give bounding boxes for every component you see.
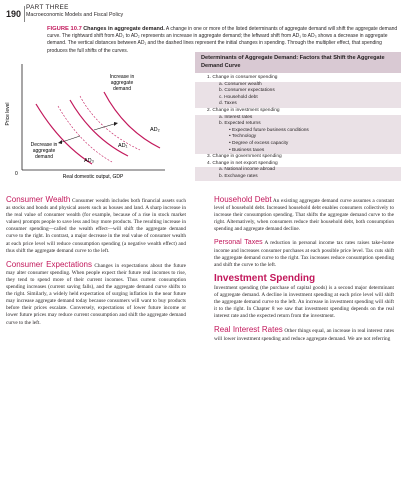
origin-label: 0 bbox=[15, 171, 18, 177]
paragraph-personal-taxes: A reduction in personal income tax rates raises take-home income and increases consumer purchases at each possible price level. Tax cuts shift the aggregate demand curve to the right. Tax increases reduce consumption spending and shift the curve to the left. bbox=[214, 240, 394, 268]
decrease-arrow-head bbox=[58, 140, 62, 144]
book-title: Macroeconomic Models and Fiscal Policy bbox=[26, 12, 124, 18]
paragraph-consumer-wealth: Consumer wealth includes both financial assets such as stocks and bonds and physical assets such as houses and land. A sharp increase in the real value of consumer wealth (for example, because of a rise in stock market values) prompts people to save less and buy more products. The resulting increase in consumer spending—called the wealth effect—will shift the aggregate demand curve to the right. In contrast, a major decrease in the real value of consumer wealth at each price level will reduce consumption spending (a negative wealth effect) and thus shift the aggregate demand curve to the left. bbox=[6, 198, 186, 254]
heading-investment-spending: Investment Spending bbox=[214, 272, 316, 284]
increase-arrow-head bbox=[114, 122, 118, 126]
table-row: • Business taxes bbox=[195, 148, 401, 155]
figure-caption bbox=[47, 26, 399, 55]
increase-arrow bbox=[94, 124, 114, 130]
table-row: b. Exchange rates bbox=[195, 174, 401, 181]
table-row: a. National income abroad bbox=[195, 167, 401, 174]
table-row: b. Consumer expectations bbox=[195, 88, 401, 95]
decrease-label: Decrease in aggregate demand bbox=[30, 142, 58, 160]
table-row: d. Taxes bbox=[195, 101, 401, 108]
figure-label: FIGURE 10.7 bbox=[47, 26, 82, 32]
increase-dashed-line bbox=[80, 96, 140, 150]
header-divider bbox=[24, 6, 25, 22]
table-row: • Expected future business conditions bbox=[195, 128, 401, 135]
left-column bbox=[6, 196, 186, 327]
table-row: • Degree of excess capacity bbox=[195, 141, 401, 148]
decrease-dashed-line bbox=[58, 106, 112, 162]
paragraph-investment-spending: Investment spending (the purchase of capital goods) is a second major determinant of aggregate demand. A decline in investment spending at each price level will shift the aggregate demand curve to the left. An increase in investment spending will shift it to the right. In Chapter 8 we saw that investment spending depends on the real interest rate and the expected return from the investment. bbox=[214, 284, 394, 320]
table-row: 2. Change in investment spending bbox=[207, 107, 280, 113]
table-rows bbox=[195, 75, 401, 181]
table-row: c. Household debt bbox=[195, 95, 401, 102]
paragraph-consumer-expectations: Changes in expectations about the future may alter consumer spending. When people expect their future real incomes to rise, they tend to spend more of their current incomes. Thus current consumption spending increases (current saving falls), and the aggregate demand curve shifts to the right. Similarly, a widely held expectation of surging inflation in the near future may increase aggregate demand today because consumers will want to buy products before their prices escalate. Conversely, expectations of lower future income or lower future prices may reduce current consumption and shift the aggregate demand curve to the left. bbox=[6, 262, 187, 326]
heading-real-interest-rates: Real Interest Rates bbox=[214, 325, 283, 335]
increase-label: Increase in aggregate demand bbox=[109, 74, 135, 92]
determinants-table bbox=[195, 52, 401, 181]
table-row: • Technology bbox=[195, 134, 401, 141]
part-label: PART THREE bbox=[26, 4, 69, 11]
x-axis-label: Real domestic output, GDP bbox=[62, 174, 124, 180]
table-row: 3. Change in government spending bbox=[207, 154, 282, 160]
heading-consumer-wealth: Consumer Wealth bbox=[6, 195, 71, 204]
ad1-label: AD₁ bbox=[118, 143, 128, 149]
table-title: Determinants of Aggregate Demand: Factors that Shift the Aggregate Demand Curve bbox=[195, 52, 401, 73]
paragraph-household-debt: An existing aggregate demand curve assumes a constant level of household debt. Increased household debt enables consumers collectively to increase their consumption spending. That shifts the aggregate demand curve to the right. Alternatively, when consumers reduce their household debt, both consumption spending and aggregate demand decline. bbox=[214, 198, 394, 233]
figure-caption-text: A change in one or more of the listed determinants of aggregate demand will shift the aggregate demand curve. The rightward shift from AD₁ to AD₂ represents an increase in aggregate demand; the leftward shift from AD₁ to AD₃ shows a decrease in aggregate demand. The vertical distances between AD₁ and the dashed lines represent the initial changes in spending. Through the multiplier effect, that spending produces the full shifts of the curves. bbox=[47, 26, 398, 54]
right-column bbox=[214, 196, 394, 343]
table-row: 1. Change in consumer spending bbox=[207, 75, 278, 80]
table-row: 4. Change in net export spending bbox=[207, 160, 278, 166]
paragraph-real-interest-rates: Other things equal, an increase in real interest rates will lower investment spending and reduce aggregate demand. We are not referring bbox=[214, 328, 395, 342]
heading-household-debt: Household Debt bbox=[214, 195, 272, 204]
figure-title: Changes in aggregate demand. bbox=[83, 26, 165, 32]
decrease-arrow bbox=[62, 136, 80, 142]
heading-personal-taxes: Personal Taxes bbox=[214, 239, 263, 247]
ad2-label: AD₂ bbox=[150, 127, 160, 133]
ad3-label: AD₃ bbox=[84, 158, 94, 164]
aggregate-demand-figure bbox=[0, 52, 170, 182]
y-axis-label: Price level bbox=[5, 102, 11, 126]
table-row: a. Consumer wealth bbox=[195, 82, 401, 89]
page-number: 190 bbox=[6, 9, 22, 19]
table-row: a. Interest rates bbox=[195, 115, 401, 122]
table-row: b. Expected returns bbox=[195, 121, 401, 128]
heading-consumer-expectations: Consumer Expectations bbox=[6, 259, 92, 269]
ad2-curve bbox=[104, 92, 160, 148]
